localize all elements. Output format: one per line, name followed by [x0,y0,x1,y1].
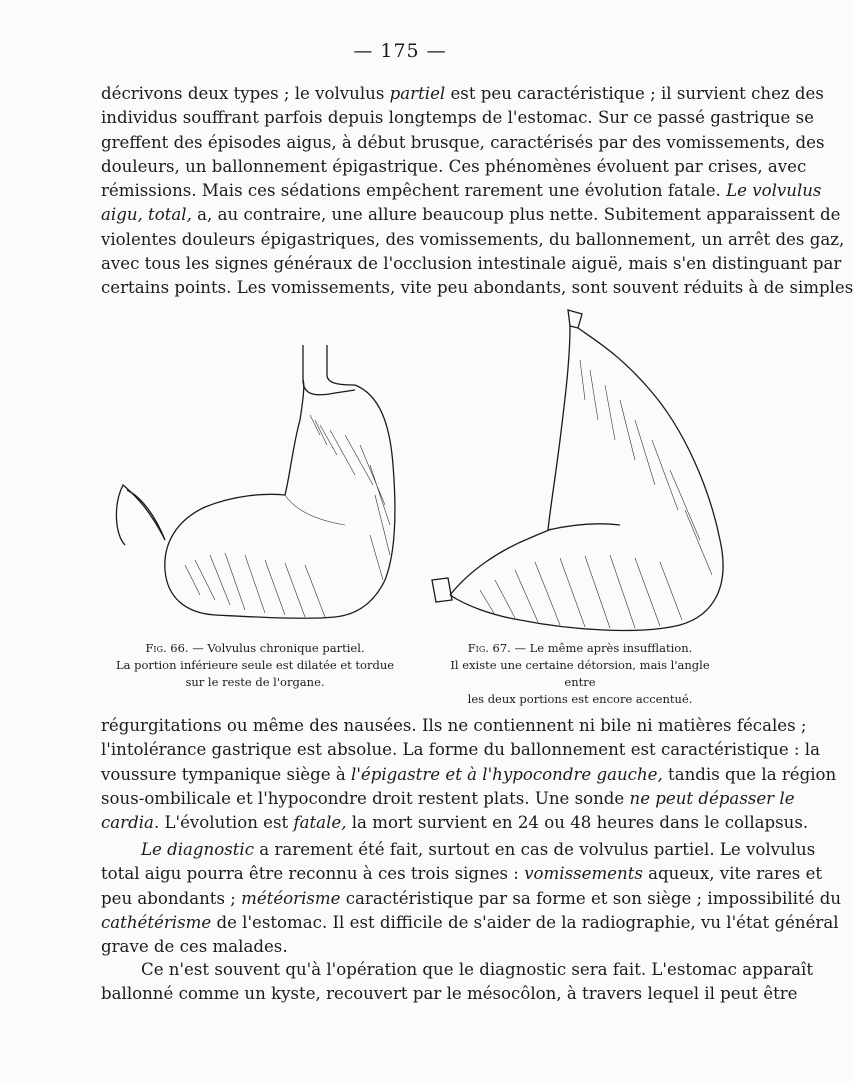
text-line: peu abondants ; météorisme caractéristique par sa forme et son siège ; impossibilité du [101,888,842,908]
text-line: cardia. L'évolution est fatale, la mort survient en 24 ou 48 heures dans le collapsus. [101,813,809,833]
text-line: douleurs, un ballonnement épigastrique. Ces phénomènes évoluent par crises, avec [101,156,807,176]
text-line: aigu, total, a, au contraire, une allure beaucoup plus nette. Subitement apparaissent de [101,205,841,225]
text-line: l'intolérance gastrique est absolue. La forme du ballonnement est caractéristique : la [101,740,820,760]
text-line: avec tous les signes généraux de l'occlusion intestinale aiguë, mais s'en distinguant par [101,254,842,274]
figure-66-caption: Fig. 66. — Volvulus chronique partiel. La portion inférieure seule est dilatée et tordue sur le reste de l'organe. [115,641,395,689]
text-line: cathétérisme de l'estomac. Il est difficile de s'aider de la radiographie, vu l'état général [101,912,839,932]
figure-66-illustration [105,335,425,635]
text-line: décrivons deux types ; le volvulus partiel est peu caractéristique ; il survient chez des [101,84,824,103]
text-line: grave de ces malades. [101,937,288,957]
text-line: violentes douleurs épigastriques, des vomissements, du ballonnement, un arrêt des gaz, [101,229,845,249]
text-line: greffent des épisodes aigus, à début brusque, caractérisés par des vomissements, des [101,132,825,152]
text-line: sous-ombilicale et l'hypocondre droit restent plats. Une sonde ne peut dépasser le [101,788,795,808]
paragraph-2 [101,714,837,835]
text-line: Ce n'est souvent qu'à l'opération que le diagnostic sera fait. L'estomac apparaît [141,960,814,979]
figure-label: Fig. 66. [145,641,189,655]
text-line: total aigu pourra être reconnu à ces trois signes : vomissements aqueux, vite rares et [101,864,823,884]
figure-label: Fig. 67. [467,641,511,655]
text-line: voussure tympanique siège à l'épigastre et à l'hypocondre gauche, tandis que la région [101,764,837,784]
figure-67-caption: Fig. 67. — Le même après insufflation. Il existe une certaine détorsion, mais l'angle entre les deux portions est encore accentué. [450,641,710,706]
text-line: Le diagnostic a rarement été fait, surtout en cas de volvulus partiel. Le volvulus [141,840,816,859]
paragraph-4 [101,958,814,1007]
text-line: régurgitations ou même des nausées. Ils ne contiennent ni bile ni matières fécales ; [101,716,807,735]
text-line: rémissions. Mais ces sédations empêchent rarement une évolution fatale. Le volvulus [101,181,822,201]
paragraph-3 [101,838,842,959]
text-line: individus souffrant parfois depuis longtemps de l'estomac. Sur ce passé gastrique se [101,108,814,128]
page-number: — 175 — [353,40,447,62]
text-line: certains points. Les vomissements, vite peu abondants, sont souvent réduits à de simples [101,278,853,298]
paragraph-1 [101,82,853,301]
figure-67-illustration [420,300,750,635]
text-line: ballonné comme un kyste, recouvert par le mésocôlon, à travers lequel il peut être [101,984,798,1004]
